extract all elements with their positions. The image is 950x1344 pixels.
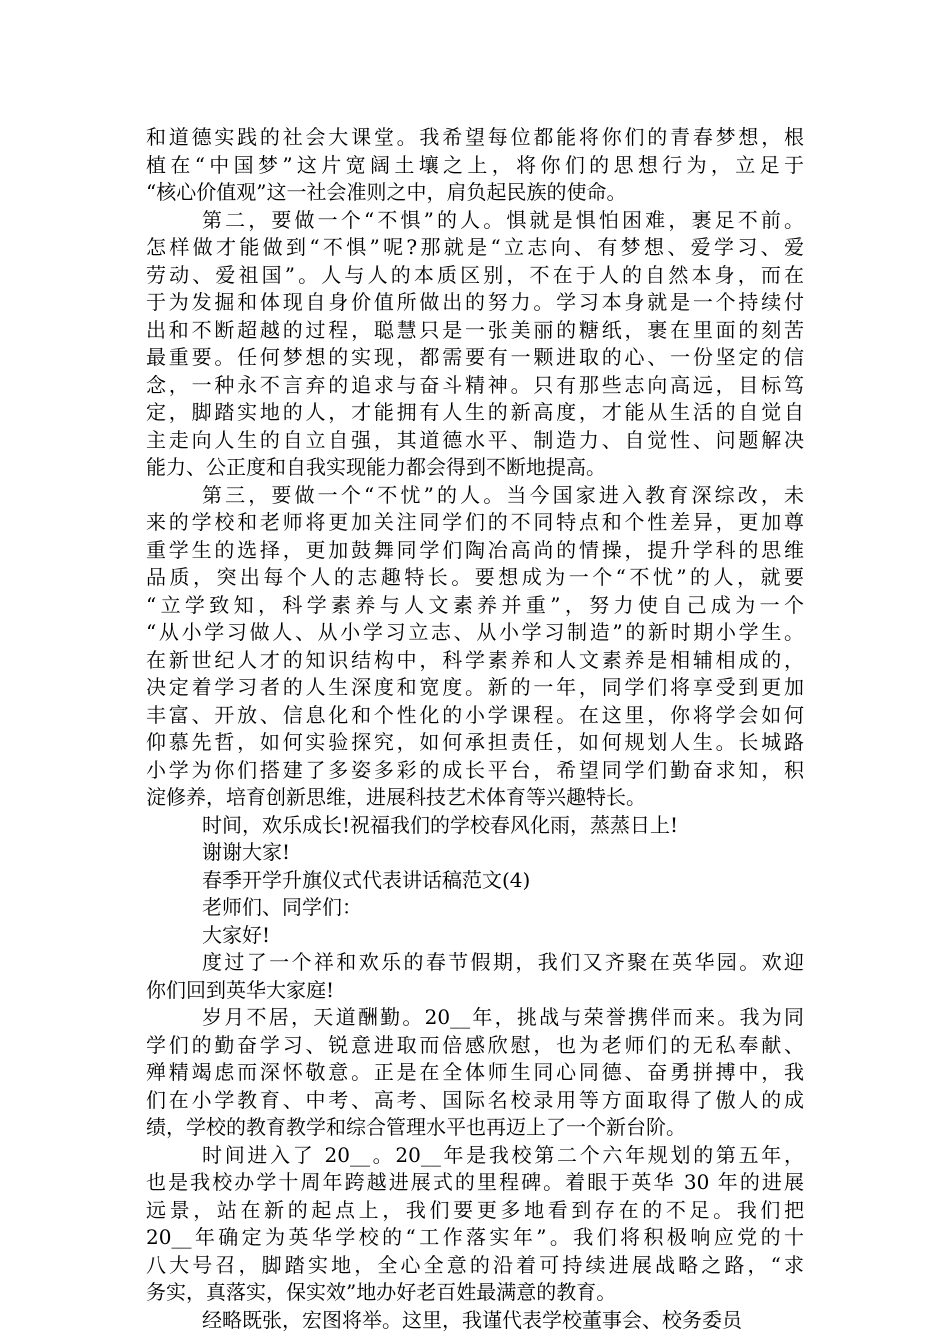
text-line: 小学为你们搭建了多姿多彩的成长平台，希望同学们勤奋求知，积 [146, 757, 804, 782]
text-line: 最重要。任何梦想的实现，都需要有一颗进取的心、一份坚定的信 [146, 345, 804, 369]
text-line: 经略既张，宏图将举。这里，我谨代表学校董事会、校务委员 [202, 1307, 742, 1332]
text-line: 学们的勤奋学习、锐意进取而倍感欣慰，也为老师们的无私奉献、 [146, 1032, 804, 1057]
text-line: 能力、公正度和自我实现能力都会得到不断地提高。 [146, 455, 606, 479]
text-line: “核心价值观”这一社会准则之中，肩负起民族的使命。 [146, 180, 627, 204]
paragraph-1 [146, 124, 804, 207]
text-line: 出和不断超越的过程，聪慧只是一张美丽的糖纸，裹在里面的刻苦 [146, 317, 804, 342]
text-line: 们在小学教育、中考、高考、国际名校录用等方面取得了傲人的成 [146, 1087, 804, 1112]
text-line: 岁月不居，天道酬勤。20__年，挑战与荣誉携伴而来。我为同 [202, 1005, 804, 1029]
text-line: 品质，突出每个人的志趣特长。要想成为一个“不忧”的人，就要 [146, 565, 804, 589]
text-line: 20__年确定为英华学校的“工作落实年”。我们将积极响应党的十 [146, 1225, 804, 1249]
text-line: 丰富、开放、信息化和个性化的小学课程。在这里，你将学会如何 [146, 702, 804, 727]
paragraph-9 [146, 1307, 804, 1335]
text-line: 时间进入了 20__。20__年是我校第二个六年规划的第五年， [202, 1142, 804, 1167]
paragraph-3 [146, 482, 804, 812]
text-line: 绩，学校的教育教学和综合管理水平也再迈上了一个新台阶。 [146, 1115, 686, 1139]
text-line: 重学生的选择，更加鼓舞同学们陶冶高尚的情操，提升学科的思维 [146, 537, 804, 562]
text-line: 第三，要做一个“不忧”的人。当今国家进入教育深综改，未 [202, 482, 804, 507]
section-heading [146, 867, 804, 895]
text-line: “立学致知，科学素养与人文素养并重”，努力使自己成为一个 [146, 592, 804, 617]
text-line: 老师们、同学们： [202, 895, 362, 919]
text-line: 定，脚踏实地的人，才能拥有人生的新高度，才能从生活的自觉自 [146, 400, 804, 424]
paragraph-4 [146, 812, 804, 840]
text-line: 劳动、爱祖国”。人与人的本质区别，不在于人的自然本身，而在 [146, 262, 804, 287]
text-line: 八大号召，脚踏实地，全心全意的沿着可持续进展战略之路，“求 [146, 1252, 804, 1277]
paragraph-7 [146, 1004, 804, 1142]
text-line: 来的学校和老师将更加关注同学们的不同特点和个性差异，更加尊 [146, 510, 804, 534]
text-line: 殚精竭虑而深怀敬意。正是在全体师生同心同德、奋勇拼搏中，我 [146, 1060, 804, 1084]
text-line: 和道德实践的社会大课堂。我希望每位都能将你们的青春梦想，根 [146, 125, 804, 149]
text-line: 仰慕先哲，如何实验探究，如何承担责任，如何规划人生。长城路 [146, 730, 804, 754]
text-line: 也是我校办学十周年跨越进展式的里程碑。着眼于英华 30 年的进展 [146, 1170, 804, 1194]
paragraph-5 [146, 839, 804, 867]
text-line: 在新世纪人才的知识结构中，科学素养和人文素养是相辅相成的， [146, 647, 804, 672]
text-line: 谢谢大家! [202, 840, 291, 864]
text-line: 你们回到英华大家庭! [146, 977, 335, 1002]
text-line: 植在“中国梦”这片宽阔土壤之上，将你们的思想行为，立足于 [146, 152, 804, 177]
text-line: 第二，要做一个“不惧”的人。惧就是惧怕困难，裹足不前。 [202, 207, 804, 232]
text-line: 淀修养，培育创新思维，进展科技艺术体育等兴趣特长。 [146, 785, 646, 809]
paragraph-8 [146, 1142, 804, 1307]
text-line: 务实，真落实，保实效”地办好老百姓最满意的教育。 [146, 1280, 617, 1304]
heading-line: 春季开学升旗仪式代表讲话稿范文(4) [202, 867, 531, 892]
text-line: 念，一种永不言弃的追求与奋斗精神。只有那些志向高远，目标笃 [146, 372, 804, 397]
paragraph-2 [146, 207, 804, 482]
greeting [146, 922, 804, 950]
document-body [146, 124, 804, 1334]
text-line: 于为发掘和体现自身价值所做出的努力。学习本身就是一个持续付 [146, 290, 804, 314]
text-line: 时间，欢乐成长!祝福我们的学校春风化雨，蒸蒸日上! [202, 812, 679, 837]
paragraph-6 [146, 949, 804, 1004]
text-line: 远景，站在新的起点上，我们要更多地看到存在的不足。我们把 [146, 1197, 804, 1222]
text-line: 大家好! [202, 922, 271, 947]
text-line: 度过了一个祥和欢乐的春节假期，我们又齐聚在英华园。欢迎 [202, 950, 804, 974]
text-line: 主走向人生的自立自强，其道德水平、制造力、自觉性、问题解决 [146, 427, 804, 452]
salutation [146, 894, 804, 922]
text-line: 怎样做才能做到“不惧”呢?那就是“立志向、有梦想、爱学习、爱 [146, 235, 804, 259]
text-line: 决定着学习者的人生深度和宽度。新的一年，同学们将享受到更加 [146, 675, 804, 699]
text-line: “从小学习做人、从小学习立志、从小学习制造”的新时期小学生。 [146, 620, 804, 644]
